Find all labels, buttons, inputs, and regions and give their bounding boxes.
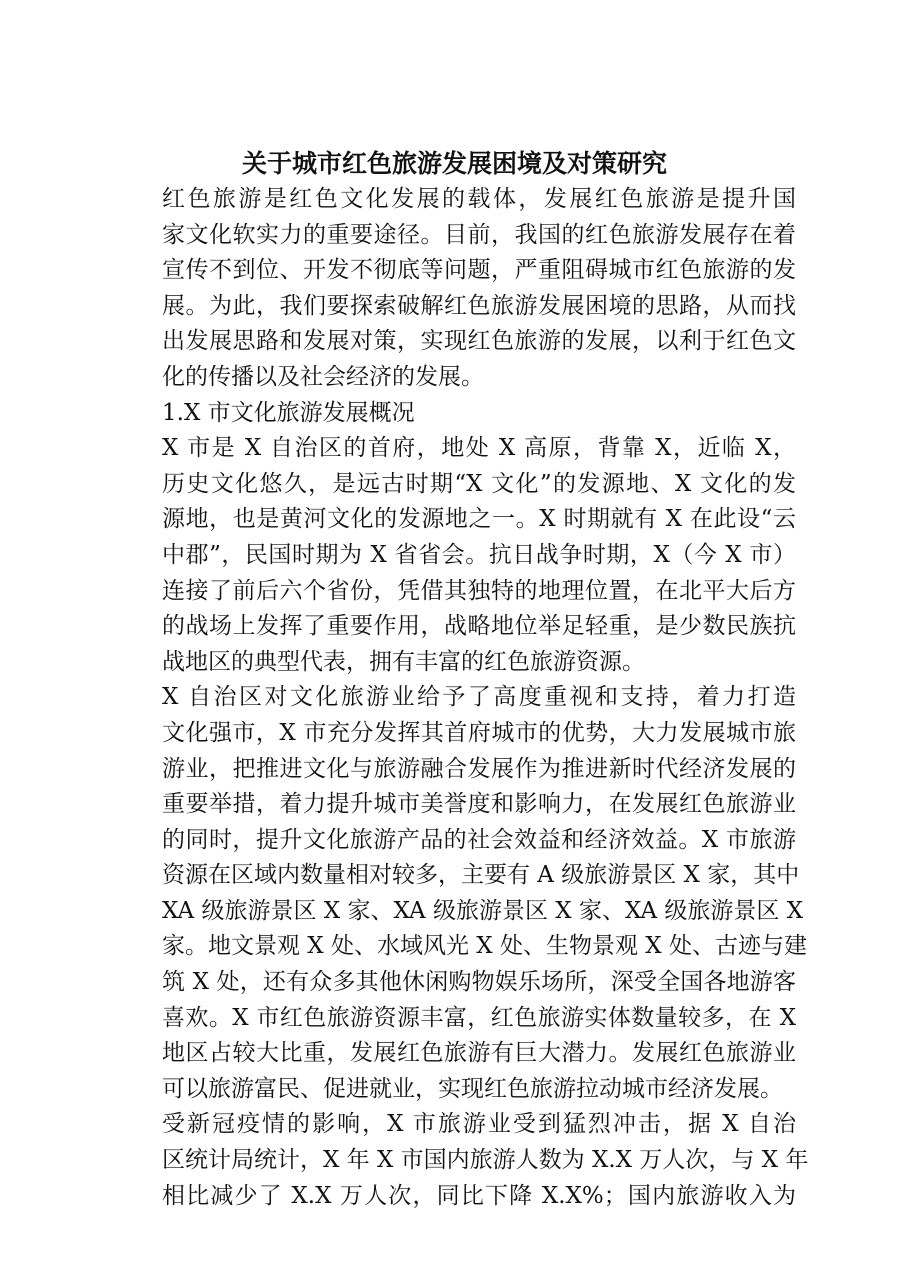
document-title: 关于城市红色旅游发展困境及对策研究 <box>241 149 667 178</box>
text-line: 连接了前后六个省份，凭借其独特的地理位置，在北平大后方 <box>162 577 796 604</box>
text-line: 中郡”，民国时期为 X 省省会。抗日战争时期，X（今 X 市） <box>162 541 796 568</box>
text-line: 家文化软实力的重要途径。目前，我国的红色旅游发展存在着 <box>162 221 796 248</box>
text-line: 筑 X 处，还有众多其他休闲购物娱乐场所，深受全国各地游客 <box>162 969 796 996</box>
text-line: 出发展思路和发展对策，实现红色旅游的发展，以利于红色文 <box>162 328 796 355</box>
text-line: 相比减少了 X.X 万人次，同比下降 X.X%；国内旅游收入为 <box>162 1182 796 1209</box>
section-heading <box>116 396 796 432</box>
text-line: 展。为此，我们要探索破解红色旅游发展困境的思路，从而找 <box>162 292 796 319</box>
text-line: 红色旅游是红色文化发展的载体，发展红色旅游是提升国 <box>162 186 796 212</box>
text-line: 1.X 市文化旅游发展概况 <box>162 399 415 426</box>
paragraph <box>116 680 807 1107</box>
text-line: 喜欢。X 市红色旅游资源丰富，红色旅游实体数量较多，在 X <box>162 1004 796 1031</box>
text-line: 重要举措，着力提升城市美誉度和影响力，在发展红色旅游业 <box>162 791 796 818</box>
document-body <box>116 182 809 1214</box>
paragraph <box>116 182 796 396</box>
text-line: 化的传播以及社会经济的发展。 <box>162 363 484 390</box>
text-line: 文化强市，X 市充分发挥其首府城市的优势，大力发展城市旅 <box>162 719 796 746</box>
text-line: 区统计局统计，X 年 X 市国内旅游人数为 X.X 万人次，与 X 年 <box>162 1147 809 1174</box>
paragraph <box>116 1107 809 1214</box>
text-line: 宣传不到位、开发不彻底等问题，严重阻碍城市红色旅游的发 <box>162 257 796 284</box>
text-line: 历史文化悠久，是远古时期“X 文化”的发源地、X 文化的发 <box>162 470 796 497</box>
text-line: X 市是 X 自治区的首府，地处 X 高原，背靠 X，近临 X， <box>162 435 796 462</box>
text-line: 家。地文景观 X 处、水域风光 X 处、生物景观 X 处、古迹与建 <box>162 933 807 960</box>
text-line: 的同时，提升文化旅游产品的社会效益和经济效益。X 市旅游 <box>162 826 796 853</box>
text-line: 受新冠疫情的影响，X 市旅游业受到猛烈冲击，据 X 自治 <box>162 1111 796 1138</box>
text-line: X 自治区对文化旅游业给予了高度重视和支持，着力打造 <box>162 684 796 711</box>
paragraph <box>116 431 796 680</box>
text-line: 地区占较大比重，发展红色旅游有巨大潜力。发展红色旅游业 <box>162 1040 796 1067</box>
text-line: 的战场上发挥了重要作用，战略地位举足轻重，是少数民族抗 <box>162 613 796 640</box>
text-line: 资源在区域内数量相对较多，主要有 A 级旅游景区 X 家，其中 <box>162 862 800 889</box>
text-line: 战地区的典型代表，拥有丰富的红色旅游资源。 <box>162 648 645 675</box>
text-line: 游业，把推进文化与旅游融合发展作为推进新时代经济发展的 <box>162 755 796 782</box>
text-line: XA 级旅游景区 X 家、XA 级旅游景区 X 家、XA 级旅游景区 X <box>162 897 804 924</box>
text-line: 可以旅游富民、促进就业，实现红色旅游拉动城市经济发展。 <box>162 1075 783 1102</box>
text-line: 源地，也是黄河文化的发源地之一。X 时期就有 X 在此设“云 <box>162 506 796 533</box>
